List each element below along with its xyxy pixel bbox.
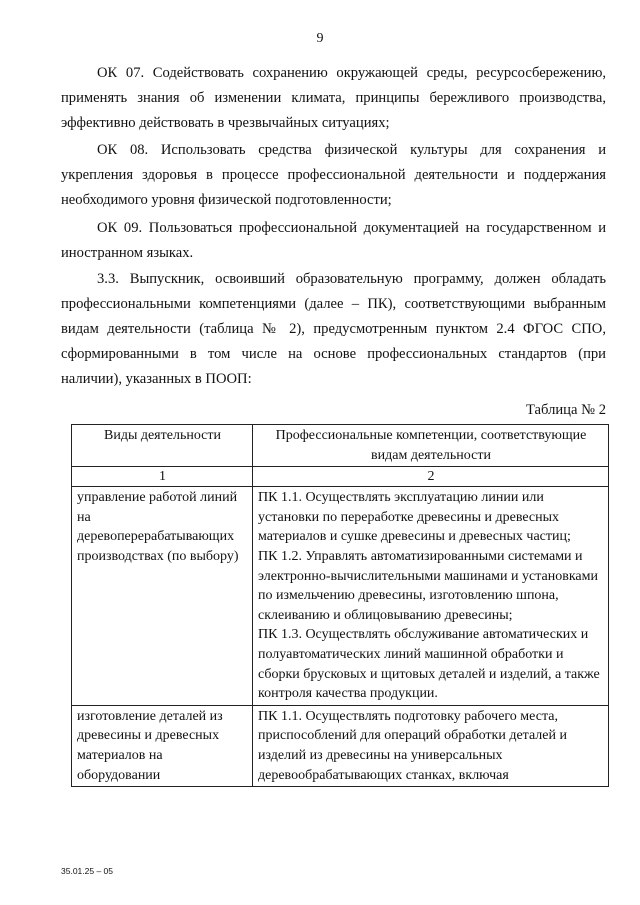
table-row bbox=[72, 705, 609, 786]
column-number-1: 1 bbox=[72, 467, 253, 487]
paragraph-ok08: ОК 08. Использовать средства физической культуры для сохранения и укрепления здоровья в процессе профессиональной деятельности и поддержания необходимого уровня физической подготовленности; bbox=[61, 142, 606, 208]
header-activity: Виды деятельности bbox=[72, 425, 253, 467]
table-caption: Таблица № 2 bbox=[526, 402, 606, 418]
competencies-cell bbox=[253, 705, 609, 786]
competency-item: ПК 1.3. Осуществлять обслуживание автоматических и полуавтоматических линий машинной обработки и сборки брусковых и щитовых деталей и изделий, а также контроля качества продукции. bbox=[258, 627, 600, 702]
competencies-cell bbox=[253, 487, 609, 706]
competency-item: ПК 1.1. Осуществлять эксплуатацию линии или установки по переработке древесины и древесных материалов и сушке древесины и древесных частиц; bbox=[258, 490, 571, 545]
paragraph-3-3: 3.3. Выпускник, освоивший образовательную программу, должен обладать профессиональными компетенциями (далее – ПК), соответствующими выбранным видам деятельности (таблица № 2), предусмотренным пунктом 2.4 ФГОС СПО, сформированными в том числе на основе профессиональных стандартов (при наличии), указанных в ПООП: bbox=[61, 271, 606, 387]
competency-item: ПК 1.1. Осуществлять подготовку рабочего места, приспособлений для операций обработки деталей и изделий из древесины на универсальных деревообрабатывающих станках, включая bbox=[258, 708, 567, 783]
table-header-row bbox=[72, 425, 609, 467]
activity-cell: изготовление деталей из древесины и древесных материалов на оборудовании bbox=[72, 705, 253, 786]
table-row bbox=[72, 487, 609, 706]
footer-code: 35.01.25 – 05 bbox=[61, 866, 113, 876]
competency-item: ПК 1.2. Управлять автоматизированными системами и электронно-вычислительными машинами и установками по измельчению древесины, изготовлению шпона, склеиванию и облицовыванию древесины; bbox=[258, 548, 598, 623]
column-number-row bbox=[72, 467, 609, 487]
activity-cell: управление работой линий на деревоперерабатывающих производствах (по выбору) bbox=[72, 487, 253, 706]
competencies-table bbox=[71, 424, 609, 787]
paragraph-ok09: ОК 09. Пользоваться профессиональной документацией на государственном и иностранном языках. bbox=[61, 220, 606, 261]
header-competencies: Профессиональные компетенции, соответствующие видам деятельности bbox=[253, 425, 609, 467]
column-number-2: 2 bbox=[253, 467, 609, 487]
page-number: 9 bbox=[316, 31, 324, 46]
paragraph-ok07: ОК 07. Содействовать сохранению окружающей среды, ресурсосбережению, применять знания об изменении климата, принципы бережливого производства, эффективно действовать в чрезвычайных ситуациях; bbox=[61, 65, 606, 131]
